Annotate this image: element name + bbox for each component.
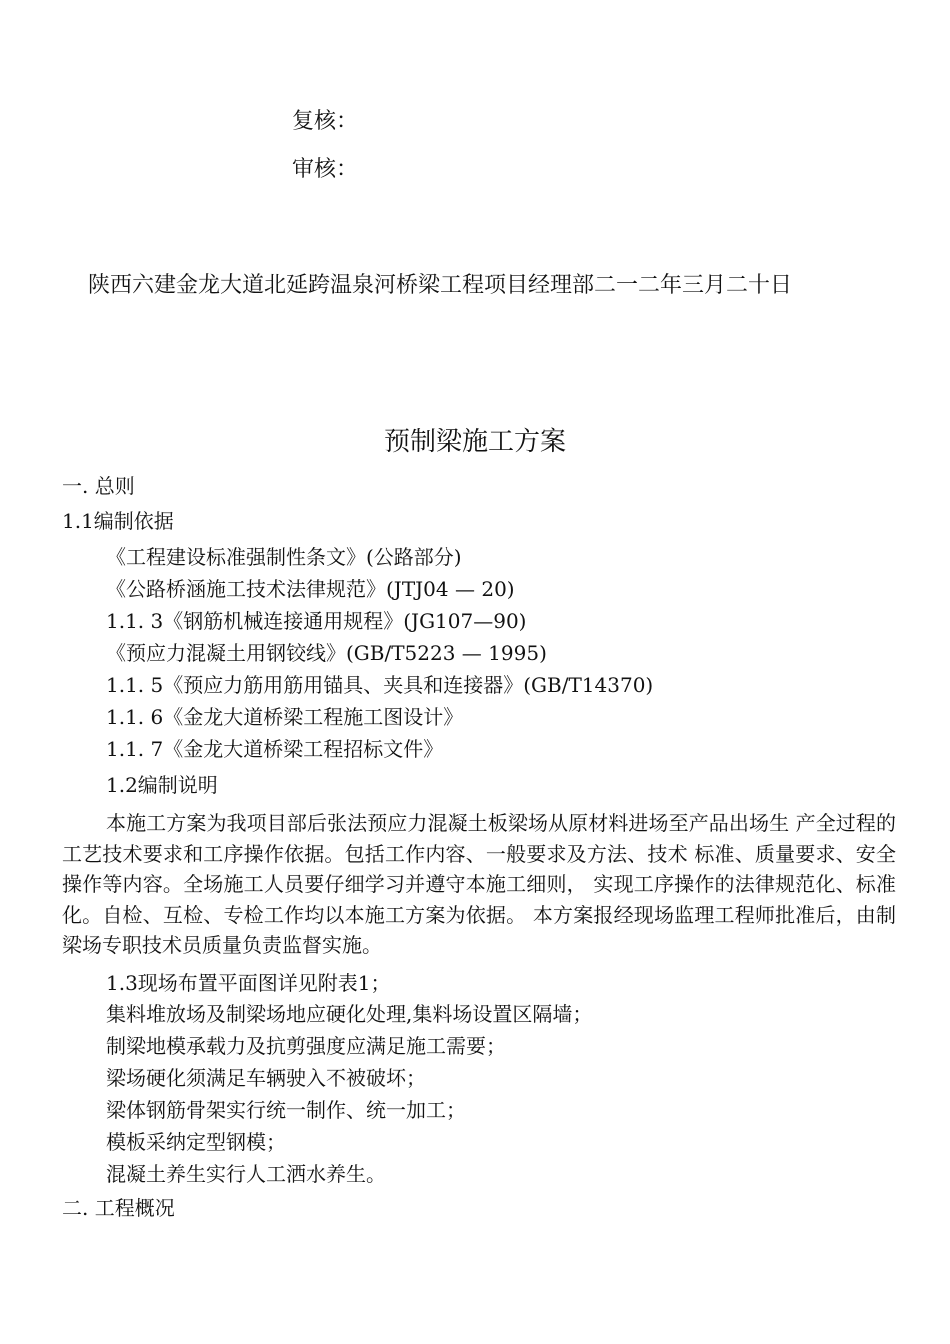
basis-item: 1.1. 5《预应力筋用筋用锚具、夹具和连接器》(GB/T14370) [106,673,654,697]
site-item: 制梁地模承载力及抗剪强度应满足施工需要； [106,1034,506,1058]
section-1-heading: 一. 总则 [62,474,135,498]
organization-date-line: 陕西六建金龙大道北延跨温泉河桥梁工程项目经理部二一二年三月二十日 [88,273,793,298]
basis-item: 1.1. 7《金龙大道桥梁工程招标文件》 [106,737,444,761]
site-item: 梁体钢筋骨架实行统一制作、统一加工； [106,1098,466,1122]
document-title: 预制梁施工方案 [384,427,567,457]
basis-item: 《工程建设标准强制性条文》(公路部分) [106,545,462,569]
site-item: 混凝土养生实行人工洒水养生。 [106,1162,386,1186]
section-1-2-heading: 1.2编制说明 [106,773,218,797]
section-1-1-heading: 1.1编制依据 [62,509,174,533]
site-item: 集料堆放场及制梁场地应硬化处理,集料场设置区隔墙； [106,1002,593,1026]
site-item: 模板采纳定型钢模； [106,1130,286,1154]
site-item: 梁场硬化须满足车辆驶入不被破坏； [106,1066,426,1090]
section-1-2-paragraph: 本施工方案为我项目部后张法预应力混凝土板梁场从原材料进场至产品出场生 产全过程的工艺技术要求和工序操作依据。包括工作内容、一般要求及方法、技术 标准、质量要求、安全操作等内容。全场施工人员要仔细学习并遵守本施工细则， 实现工序操作的法律规范化、标准化。自检、互检、专检工作均以本施工方案为依据。 本方案报经现场监理工程师批准后，由制梁场专职技术员质量负责监督实施。 [62,811,896,957]
basis-item: 《公路桥涵施工技术法律规范》(JTJ04 — 20) [106,577,515,601]
basis-item: 《预应力混凝土用钢铰线》(GB/T5223 — 1995) [106,641,547,665]
basis-item: 1.1. 6《金龙大道桥梁工程施工图设计》 [106,705,464,729]
review-signature-label: 复核： [292,109,359,134]
section-2-heading: 二. 工程概况 [62,1196,175,1220]
basis-item: 1.1. 3《钢筋机械连接通用规程》(JG107—90) [106,609,527,633]
audit-signature-label: 审核： [292,157,359,182]
section-1-3-heading: 1.3现场布置平面图详见附表1； [106,971,391,995]
